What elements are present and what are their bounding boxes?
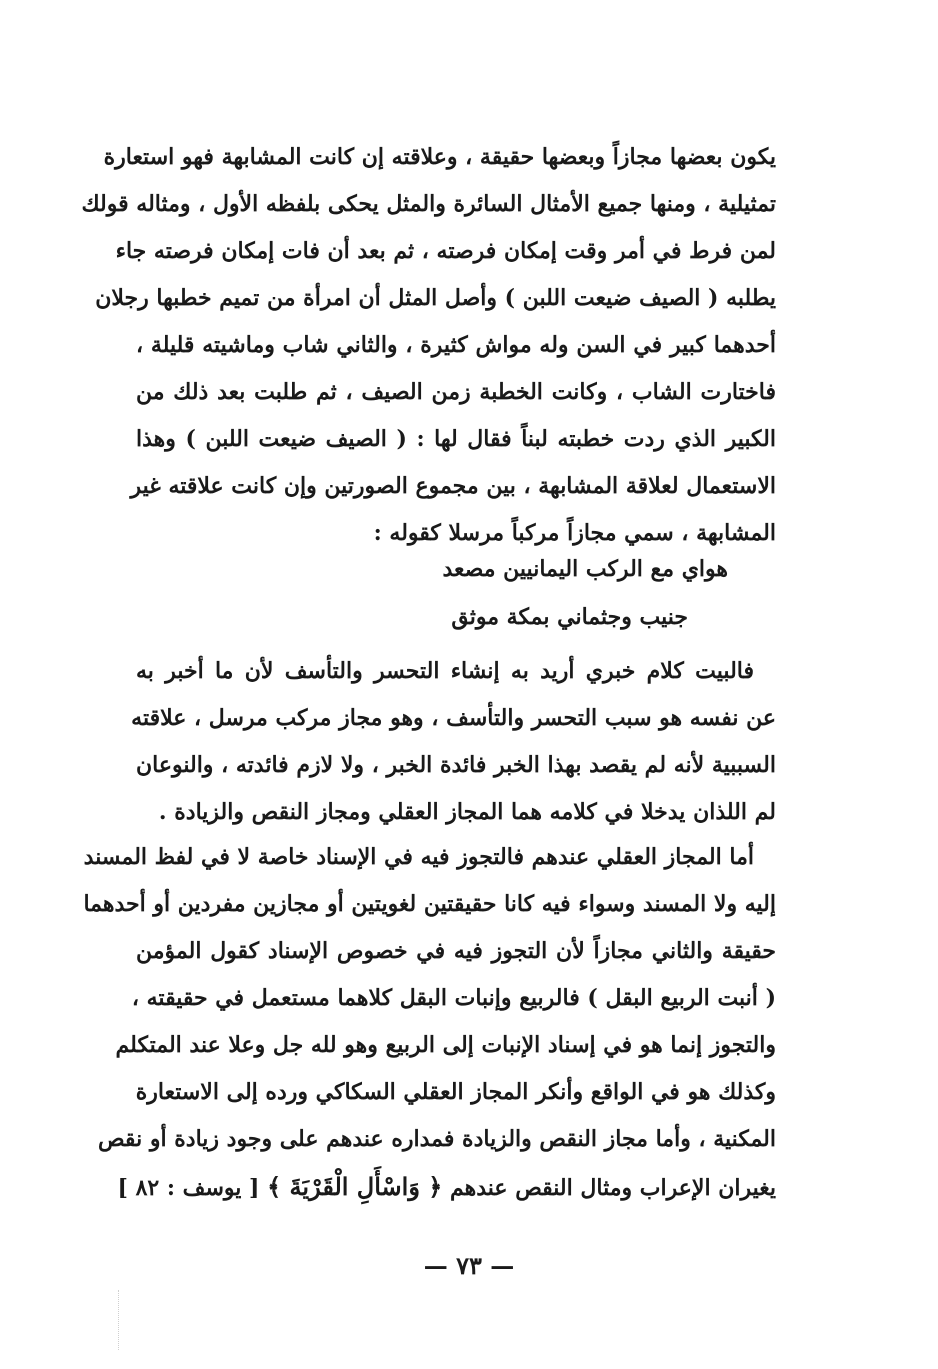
- surah-citation: [ يوسف : ٨٢ ]: [117, 1175, 260, 1201]
- quran-quote: ﴿ وَاسْأَلِ الْقَرْيَةَ ﴾: [267, 1172, 443, 1201]
- paragraph-verse-explanation: [131, 648, 776, 836]
- text-line: فالبيت كلام خبري أريد به إنشاء التحسر والتأسف لأن ما أخبر به: [136, 658, 754, 684]
- text-line: تمثيلية ، ومنها جميع الأمثال السائرة والمثل يحكى بلفظه الأول ، ومثاله قولك: [81, 191, 776, 217]
- text-line: فاختارت الشاب ، وكانت الخطبة زمن الصيف ، ثم طلبت بعد ذلك من: [136, 379, 776, 405]
- text-line: ( أنبت الربيع البقل ) فالربيع وإنبات البقل كلاهما مستعمل في حقيقته ،: [131, 985, 776, 1011]
- text-line: الكبير الذي ردت خطبته لبناً فقال لها : ( الصيف ضيعت اللبن ) وهذا: [136, 426, 776, 452]
- poem-verse-first-hemistich: هواي مع الركب اليمانيين مصعد: [442, 556, 728, 582]
- text-line: والتجوز إنما هو في إسناد الإنبات إلى الربيع وهو لله جل وعلا عند المتكلم: [115, 1032, 776, 1058]
- scan-margin-artifact: [118, 1290, 121, 1350]
- text-line: وكذلك هو في الواقع وأنكر المجاز العقلي السكاكي ورده إلى الاستعارة: [135, 1079, 776, 1105]
- text-line: يطلبه ( الصيف ضيعت اللبن ) وأصل المثل أن امرأة من تميم خطبها رجلان: [95, 285, 776, 311]
- page-number: — ٧٣ —: [423, 1251, 515, 1280]
- text-line: المكنية ، وأما مجاز النقص والزيادة فمداره عندهم على وجود زيادة أو نقص: [97, 1126, 776, 1152]
- text-line: أما المجاز العقلي عندهم فالتجوز فيه في الإسناد خاصة لا في لفظ المسند: [83, 844, 754, 870]
- text-line: يكون بعضها مجازاً وبعضها حقيقة ، وعلاقته إن كانت المشابهة فهو استعارة: [103, 144, 776, 170]
- text-line: الاستعمال لعلاقة المشابهة ، بين مجموع الصورتين وإن كانت علاقته غير: [130, 473, 776, 499]
- poem-verse-second-hemistich: جنيب وجثماني بمكة موثق: [451, 604, 688, 630]
- text-before-quote: يغيران الإعراب ومثال النقص عندهم: [450, 1175, 776, 1201]
- text-line: لمن فرط في أمر وقت إمكان فرصته ، ثم بعد أن فات إمكان فرصته جاء: [115, 238, 776, 264]
- text-line: لم اللذان يدخلا في كلامه هما المجاز العقلي ومجاز النقص والزيادة .: [158, 799, 776, 825]
- text-line: المشابهة ، سمي مجازاً مركباً مرسلا كقوله :: [373, 520, 776, 546]
- text-line: عن نفسه هو سبب التحسر والتأسف ، وهو مجاز مركب مرسل ، علاقته: [131, 705, 776, 731]
- text-line: إليه ولا المسند وسواء فيه كانا حقيقتين لغويتين أو مجازين مفردين أو أحدهما: [83, 891, 776, 917]
- text-line: حقيقة والثاني مجازاً لأن التجوز فيه في خصوص الإسناد كقول المؤمن: [136, 938, 776, 964]
- paragraph-metaphor-examples: [81, 134, 776, 557]
- text-line: السببية لأنه لم يقصد بهذا الخبر فائدة الخبر ، ولا لازم فائدته ، والنوعان: [136, 752, 776, 778]
- text-line-with-quran-citation: [117, 1163, 776, 1210]
- text-line: أحدهما كبير في السن وله مواش كثيرة ، والثاني شاب وماشيته قليلة ،: [136, 332, 776, 358]
- paragraph-rational-metaphor: [83, 834, 776, 1210]
